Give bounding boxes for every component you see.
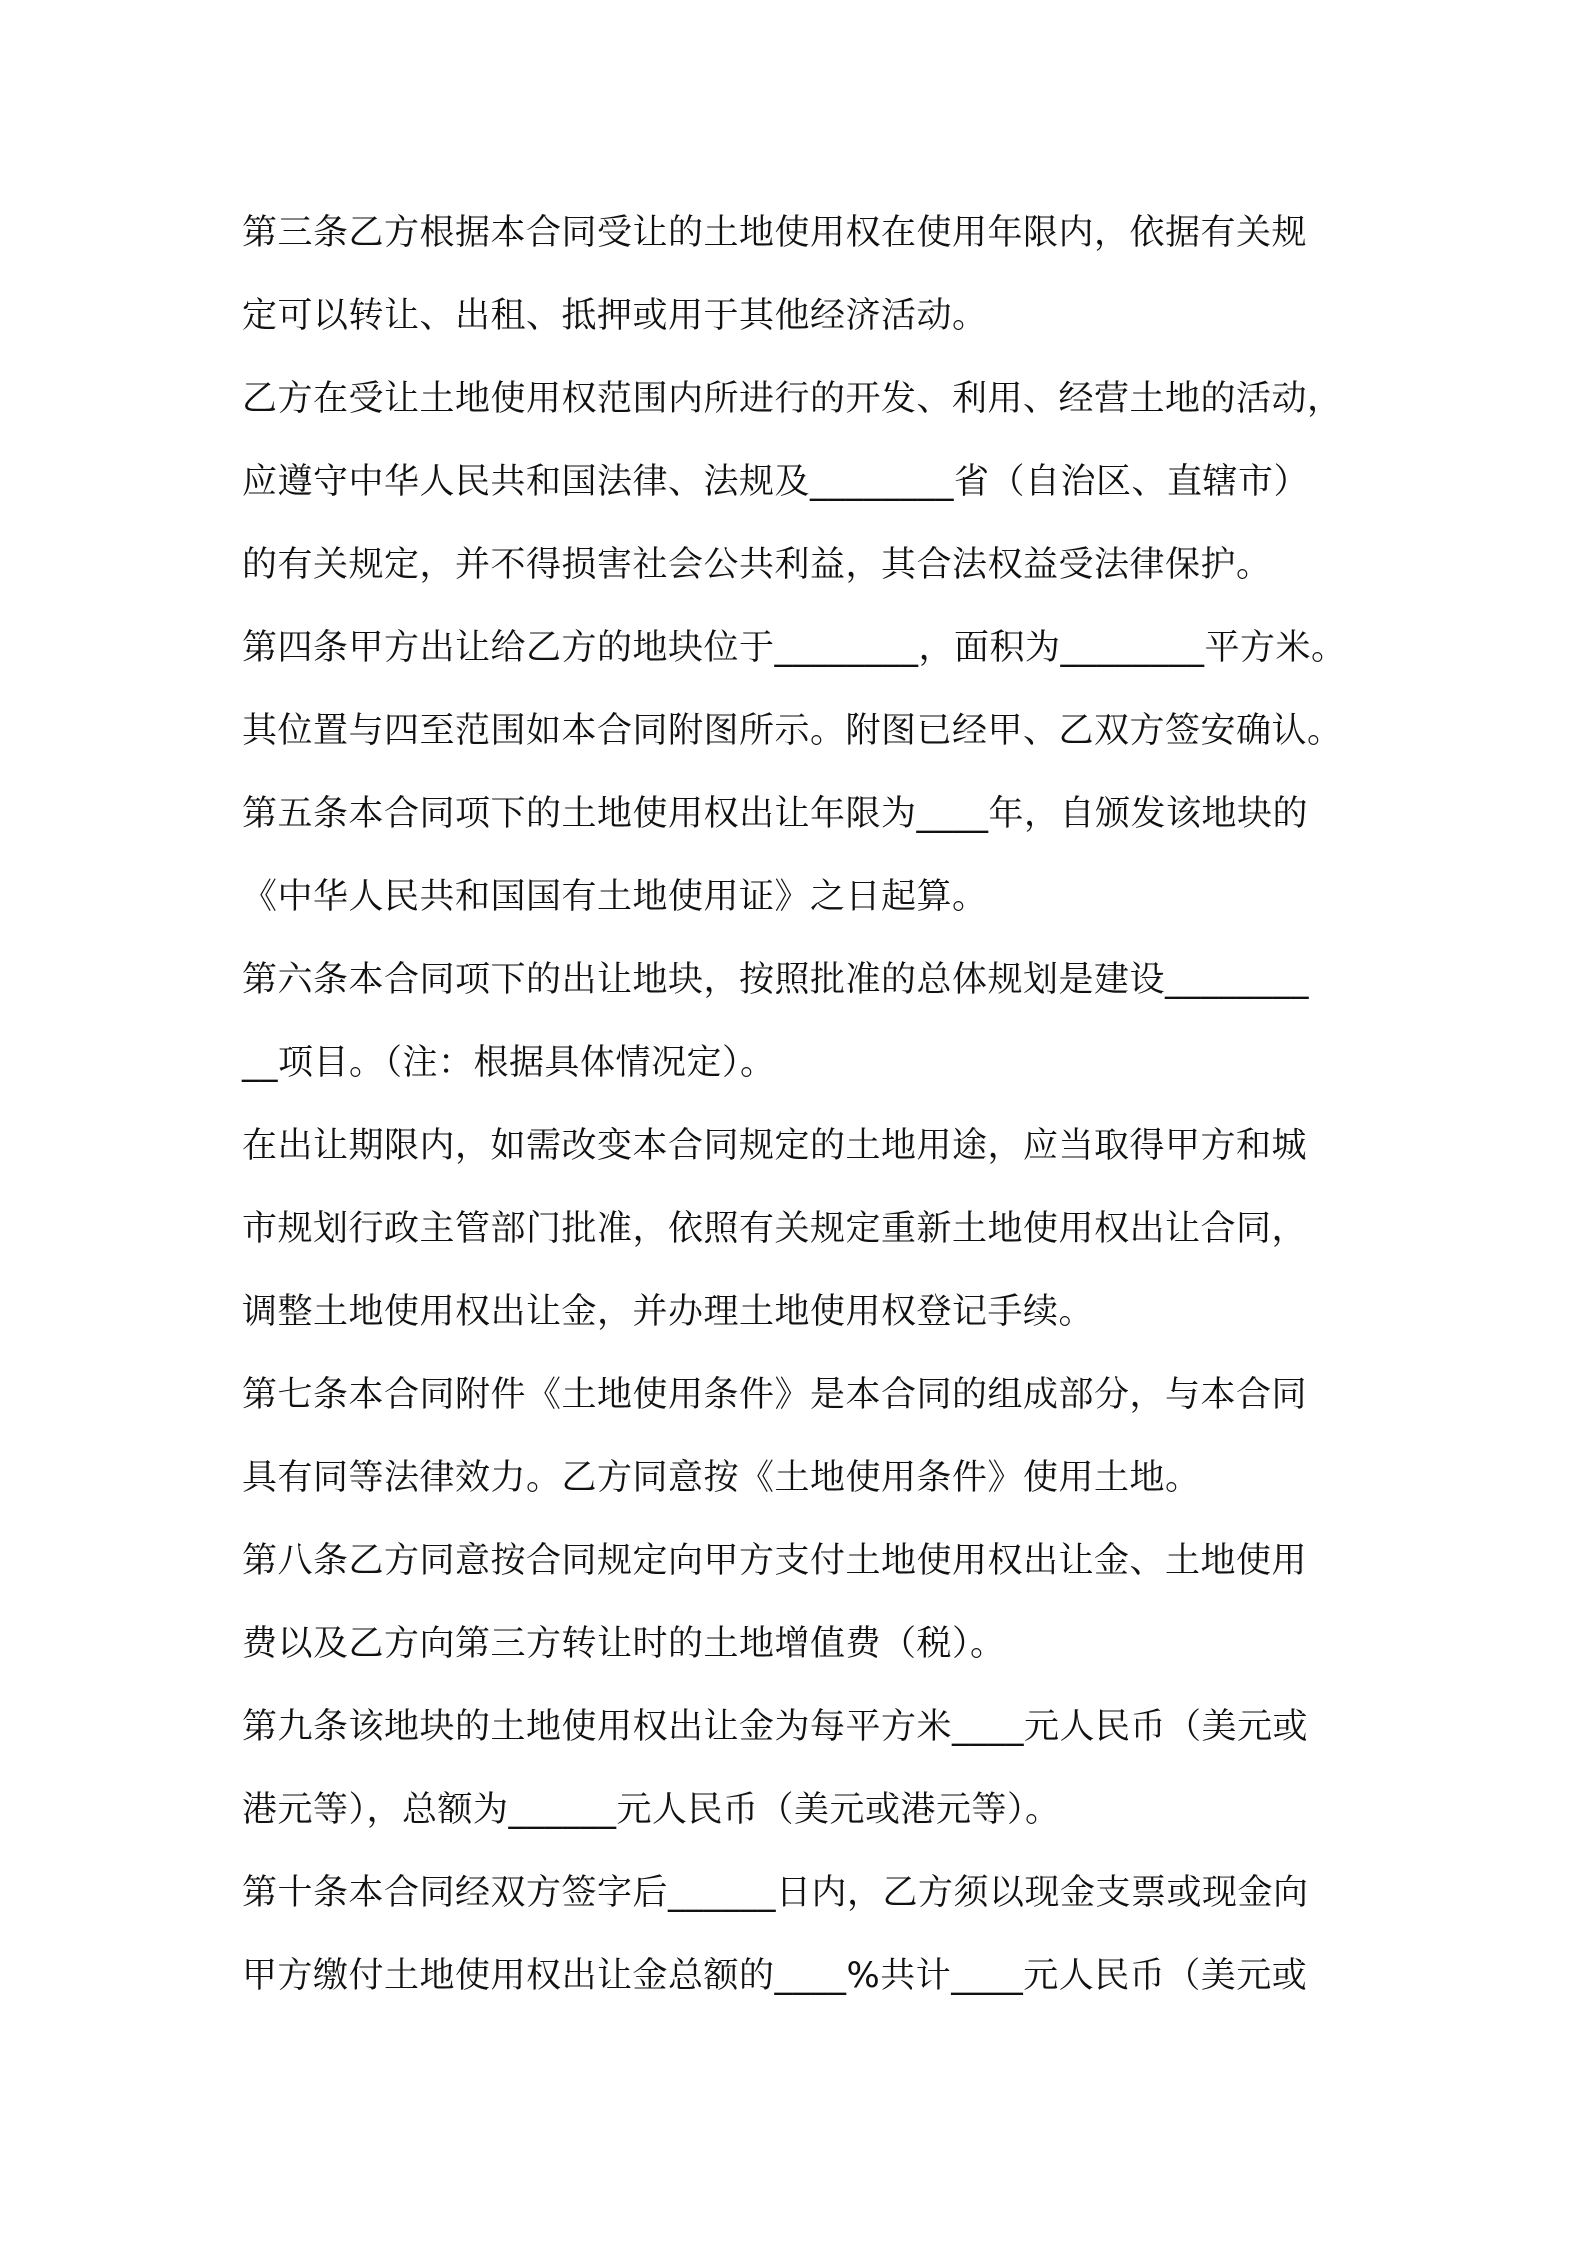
text-line: 具有同等法律效力。乙方同意按《土地使用条件》使用土地。 (242, 1458, 1201, 1498)
text-line: 定可以转让、出租、抵押或用于其他经济活动。 (242, 296, 988, 336)
text-line: 第四条甲方出让给乙方的地块位于________，面积为________平方米。 (242, 628, 1347, 668)
text-line: 港元等），总额为______元人民币（美元或港元等）。 (242, 1790, 1061, 1830)
text-line: 《中华人民共和国国有土地使用证》之日起算。 (242, 877, 988, 917)
text-line: 甲方缴付土地使用权出让金总额的____%共计____元人民币（美元或 (242, 1956, 1308, 1996)
text-line: 第六条本合同项下的出让地块，按照批准的总体规划是建设________ (242, 960, 1310, 1000)
text-line: 第八条乙方同意按合同规定向甲方支付土地使用权出让金、土地使用 (242, 1541, 1308, 1581)
text-line: 应遵守中华人民共和国法律、法规及________省（自治区、直辖市） (242, 462, 1310, 502)
text-line: 第七条本合同附件《土地使用条件》是本合同的组成部分，与本合同 (242, 1375, 1308, 1415)
text-line: 调整土地使用权出让金，并办理土地使用权登记手续。 (242, 1292, 1095, 1332)
contract-body (242, 200, 1362, 2026)
text-line: 乙方在受让土地使用权范围内所进行的开发、利用、经营土地的活动， (242, 379, 1343, 419)
text-line: 第九条该地块的土地使用权出让金为每平方米____元人民币（美元或 (242, 1707, 1309, 1747)
text-line: 第十条本合同经双方签字后______日内，乙方须以现金支票或现金向 (242, 1873, 1309, 1913)
text-line: 费以及乙方向第三方转让时的土地增值费（税）。 (242, 1624, 1006, 1664)
text-line: 第五条本合同项下的土地使用权出让年限为____年，自颁发该地块的 (242, 794, 1309, 834)
text-line: __项目。（注：根据具体情况定）。 (242, 1043, 776, 1083)
text-line: 的有关规定，并不得损害社会公共利益，其合法权益受法律保护。 (242, 545, 1272, 585)
text-line: 第三条乙方根据本合同受让的土地使用权在使用年限内，依据有关规 (242, 213, 1308, 253)
text-line: 其位置与四至范围如本合同附图所示。附图已经甲、乙双方签安确认。 (242, 711, 1343, 751)
text-line: 市规划行政主管部门批准，依照有关规定重新土地使用权出让合同， (242, 1209, 1308, 1249)
text-line: 在出让期限内，如需改变本合同规定的土地用途，应当取得甲方和城 (242, 1126, 1308, 1166)
